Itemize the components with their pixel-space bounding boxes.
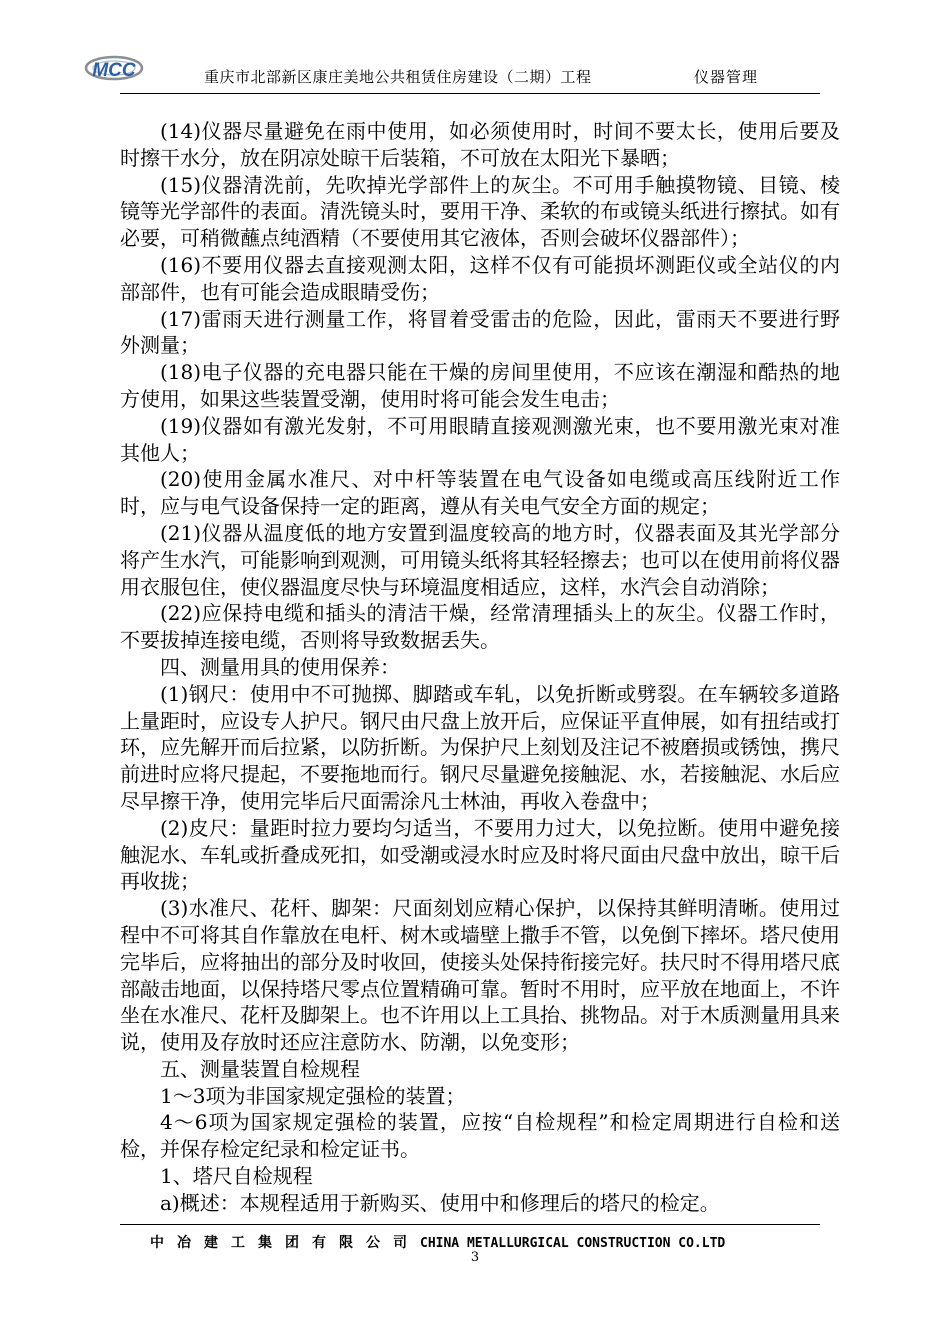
paragraph: (1)钢尺：使用中不可抛掷、脚踏或车轧，以免折断或劈裂。在车辆较多道路上量距时，应设专人护尺。钢尺由尺盘上放开后，应保证平直伸展，如有扭结或打环，应先解开而后拉紧，以防折断。为保护尺上刻划及注记不被磨损或锈蚀，携尺前进时应将尺提起，不要拖地而行。钢尺尽量避免接触泥、水，若接触泥、水后应尽早擦干净，使用完毕后尺面需涂凡士林油，再收入卷盘中；: [120, 681, 840, 813]
page-footer: [150, 1232, 725, 1252]
header-divider: [120, 93, 820, 94]
paragraph: 1～3项为非国家规定强检的装置；: [160, 1083, 466, 1108]
page-header: [82, 52, 822, 92]
paragraph: (15)仪器清洗前，先吹掉光学部件上的灰尘。不可用手触摸物镜、目镜、棱镜等光学部件的表面。清洗镜头时，要用干净、柔软的布或镜头纸进行擦拭。如有必要，可稍微蘸点纯酒精（不要使用其它液体，否则会破坏仪器部件）；: [120, 172, 840, 251]
company-name-cn: 中冶建工集团有限公司: [150, 1235, 420, 1251]
document-title: 重庆市北部新区康庄美地公共租赁住房建设（二期）工程: [204, 68, 592, 86]
body-text: [120, 118, 840, 1217]
paragraph: (3)水准尺、花杆、脚架：尺面刻划应精心保护，以保持其鲜明清晰。使用过程中不可将其自作靠放在电杆、树木或墙壁上撒手不管，以免倒下摔坏。塔尺使用完毕后，应将抽出的部分及时收回，使接头处保持衔接完好。扶尺时不得用塔尺底部敲击地面，以保持塔尺零点位置精确可靠。暂时不用时，应平放在地面上，不许坐在水准尺、花杆及脚架上。也不许用以上工具抬、挑物品。对于木质测量用具来说，使用及存放时还应注意防水、防潮，以免变形；: [120, 896, 840, 1055]
paragraph: (19)仪器如有激光发射，不可用眼睛直接观测激光束，也不要用激光束对准其他人；: [120, 413, 840, 465]
paragraph: (14)仪器尽量避免在雨中使用，如必须使用时，时间不要太长，使用后要及时擦干水分，放在阴凉处晾干后装箱，不可放在太阳光下暴晒；: [120, 119, 840, 170]
paragraph: 4～6项为国家规定强检的装置，应按“自检规程”和检定周期进行自检和送检，并保存检定纪录和检定证书。: [120, 1110, 840, 1162]
section-heading: 四、测量用具的使用保养：: [160, 654, 400, 679]
paragraph: (22)应保持电缆和插头的清洁干燥，经常清理插头上的灰尘。仪器工作时，不要拔掉连接电缆，否则将导致数据丢失。: [120, 601, 840, 653]
paragraph: (21)仪器从温度低的地方安置到温度较高的地方时，仪器表面及其光学部分将产生水汽，可能影响到观测，可用镜头纸将其轻轻擦去；也可以在使用前将仪器用衣服包住，使仪器温度尽快与环境温度相适应，这样，水汽会自动消除；: [120, 520, 840, 599]
section-title: 仪器管理: [694, 68, 759, 86]
footer-divider: [120, 1224, 820, 1225]
paragraph: a)概述：本规程适用于新购买、使用中和修理后的塔尺的检定。: [160, 1190, 720, 1215]
logo-text: MCC: [92, 60, 136, 81]
paragraph: (20)使用金属水准尺、对中杆等装置在电气设备如电缆或高压线附近工作时，应与电气设备保持一定的距离，遵从有关电气安全方面的规定；: [120, 467, 840, 519]
page-number: 3: [470, 1250, 480, 1265]
paragraph: (2)皮尺：量距时拉力要均匀适当，不要用力过大，以免拉断。使用中避免接触泥水、车轧或折叠成死扣，如受潮或浸水时应及时将尺面由尺盘中放出，晾干后再收拢；: [120, 815, 840, 894]
section-heading: 五、测量装置自检规程: [160, 1056, 360, 1081]
company-name-en: CHINA METALLURGICAL CONSTRUCTION CO.LTD: [420, 1236, 726, 1251]
paragraph: (16)不要用仪器去直接观测太阳，这样不仅有可能损坏测距仪或全站仪的内部部件，也有可能会造成眼睛受伤；: [120, 252, 840, 304]
paragraph: (17)雷雨天进行测量工作，将冒着受雷击的危险，因此，雷雨天不要进行野外测量；: [120, 306, 840, 358]
paragraph: (18)电子仪器的充电器只能在干燥的房间里使用，不应该在潮湿和酷热的地方使用，如果这些装置受潮，使用时将可能会发生电击；: [120, 360, 840, 411]
mcc-logo: [82, 52, 146, 86]
subsection-heading: 1、塔尺自检规程: [160, 1164, 313, 1189]
